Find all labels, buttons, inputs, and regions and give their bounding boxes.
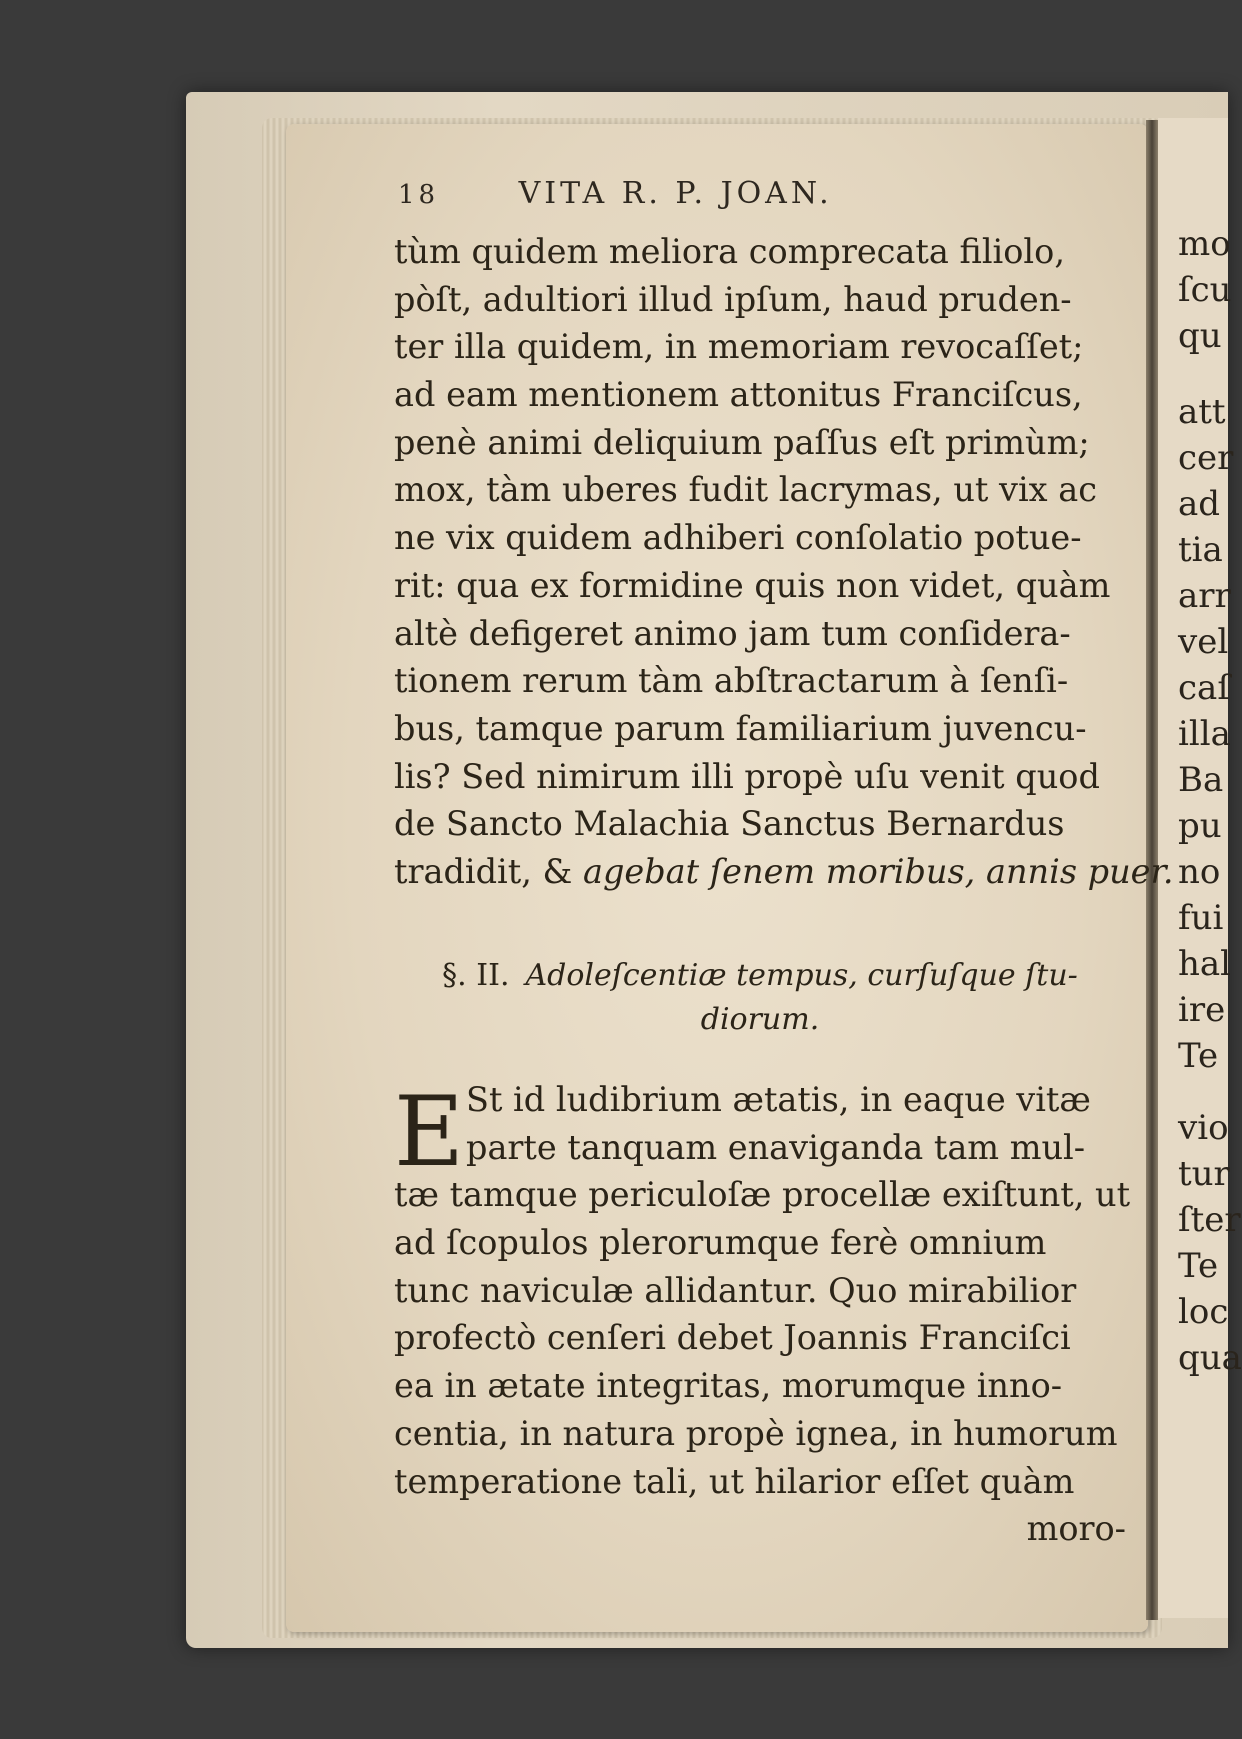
text-line: ne vix quidem adhiberi conſolatio potue-	[394, 518, 1082, 558]
text-line: ad eam mentionem attonitus Franciſcus,	[394, 375, 1083, 415]
drop-cap: E	[394, 1076, 465, 1188]
text-line: temperatione tali, ut hilarior eſſet quàm	[394, 1461, 1075, 1501]
facing-page-fragment: fui	[1178, 898, 1224, 938]
text-line: tæ tamque periculoſæ procellæ exiſtunt, ut	[394, 1175, 1131, 1215]
section-heading	[394, 954, 1126, 1042]
facing-page-fragment: no	[1178, 852, 1221, 892]
text-line: penè animi deliquium paſſus eſt primùm;	[394, 422, 1090, 462]
facing-page-fragment: caſ	[1178, 668, 1230, 708]
facing-page-fragment: tur	[1178, 1154, 1230, 1194]
quotation-italic: agebat ſenem moribus, annis puer.	[583, 851, 1174, 891]
text-line: ad ſcopulos plerorumque ferè omnium	[394, 1223, 1047, 1263]
facing-page-fragment: tia	[1178, 530, 1223, 570]
text-plain: tradidit, &	[394, 851, 583, 891]
facing-page-fragment: Te	[1178, 1246, 1219, 1286]
text-line: parte tanquam enaviganda tam mul-	[466, 1127, 1086, 1167]
facing-page-fragment: ſcu	[1178, 270, 1232, 310]
section-title-line-2: diorum.	[700, 1002, 820, 1037]
facing-page-fragment: vel	[1178, 622, 1229, 662]
text-line: centia, in natura propè ignea, in humorum	[394, 1413, 1118, 1453]
facing-page-fragment: illa	[1178, 714, 1231, 754]
text-line: mox, tàm uberes fudit lacrymas, ut vix ac	[394, 470, 1097, 510]
facing-page-fragment: qua	[1178, 1338, 1242, 1378]
text-line: profectò cenſeri debet Joannis Franciſci	[394, 1318, 1071, 1358]
facing-page-fragment: cer	[1178, 438, 1234, 478]
facing-page-fragment: Te	[1178, 1036, 1219, 1076]
paragraph-1	[394, 228, 1174, 896]
facing-page-fragment: att	[1178, 392, 1226, 432]
text-line: altè defigeret animo jam tum conſidera-	[394, 613, 1071, 653]
facing-page-fragment: ad	[1178, 484, 1221, 524]
facing-page-fragment: arr	[1178, 576, 1231, 616]
text-line: tionem rerum tàm abſtractarum à ſenſi-	[394, 661, 1069, 701]
text-line-last	[394, 848, 1174, 896]
facing-page-fragment: Ba	[1178, 760, 1224, 800]
text-line: tunc naviculæ allidantur. Quo mirabilior	[394, 1270, 1077, 1310]
page-number: 18	[398, 180, 440, 210]
section-number: §. II.	[442, 958, 510, 993]
facing-page-fragment: ſter	[1178, 1200, 1241, 1240]
facing-page-fragment: qu	[1178, 316, 1222, 356]
text-line: ea in ætate integritas, morumque inno-	[394, 1366, 1063, 1406]
text-line: bus, tamque parum familiarium juvencu-	[394, 708, 1087, 748]
facing-page-fragment: loc	[1178, 1292, 1229, 1332]
text-line: rit: qua ex formidine quis non videt, quàm	[394, 565, 1111, 605]
text-line: tùm quidem meliora comprecata filiolo,	[394, 232, 1065, 271]
text-line: lis? Sed nimirum illi propè uſu venit quod	[394, 756, 1100, 796]
facing-page-fragment: mo	[1178, 224, 1231, 264]
text-line: ter illa quidem, in memoriam revocaſſet;	[394, 327, 1084, 367]
facing-page-fragment: vio	[1178, 1108, 1229, 1148]
running-title: VITA R. P. JOAN.	[518, 176, 833, 211]
text-line: de Sancto Malachia Sanctus Bernardus	[394, 804, 1065, 844]
facing-page-fragment: ire	[1178, 990, 1226, 1030]
catchword: moro-	[1026, 1509, 1126, 1549]
text-line: St id ludibrium ætatis, in eaque vitæ	[466, 1080, 1091, 1119]
facing-page-fragment: hal	[1178, 944, 1232, 984]
section-title-line-1: Adoleſcentiæ tempus, curſuſque ſtu-	[525, 958, 1078, 993]
text-line: pòſt, adultiori illud ipſum, haud pruden-	[394, 279, 1072, 319]
facing-page-fragment: pu	[1178, 806, 1222, 846]
running-head	[398, 176, 1098, 211]
paragraph-2	[394, 1076, 1131, 1553]
